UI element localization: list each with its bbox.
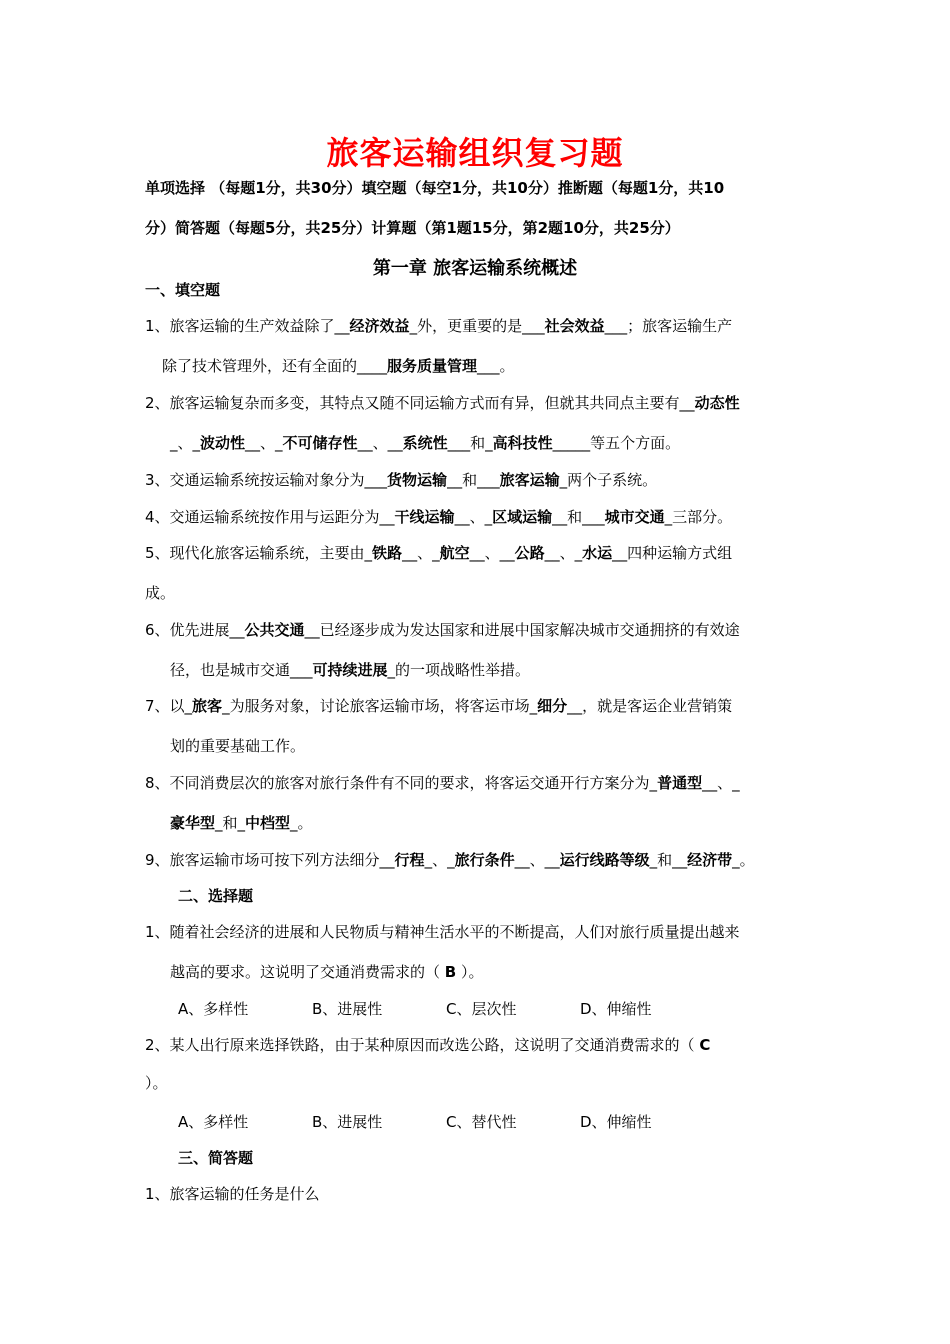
choice-q2-options: [178, 1112, 714, 1132]
choice-q2-option-d: D、伸缩性: [580, 1113, 652, 1131]
fill-q8-line2: 豪华型_和_中档型_。: [170, 814, 313, 832]
fill-q1-line1: 1、旅客运输的生产效益除了__经济效益_外，更重要的是___社会效益___；旅客运输生产: [145, 317, 733, 335]
choice-q1-option-b: B、进展性: [312, 1000, 383, 1018]
choice-section-heading: 二、选择题: [178, 887, 254, 905]
scoring-line-2: 分）简答题（每题5分，共25分）计算题（第1题15分，第2题10分，共25分）: [145, 219, 680, 237]
fill-q7-line2: 划的重要基础工作。: [170, 737, 306, 755]
fill-q7-line1: 7、以_旅客_为服务对象，讨论旅客运输市场，将客运市场_细分__，就是客运企业营销策: [145, 697, 733, 715]
fill-q4: 4、交通运输系统按作用与运距分为__干线运输__、_区域运输__和___城市交通_三部分。: [145, 508, 733, 526]
fill-section-heading: 一、填空题: [145, 281, 221, 299]
fill-q1-line2: 除了技术管理外，还有全面的____服务质量管理___。: [162, 357, 515, 375]
choice-q2-line1: 2、某人出行原来选择铁路，由于某种原因而改选公路，这说明了交通消费需求的（ C: [145, 1036, 711, 1054]
scoring-line-1: 单项选择 （每题1分，共30分）填空题（每空1分，共10分）推断题（每题1分，共10: [145, 179, 725, 197]
choice-q1-option-a: A、多样性: [178, 1000, 249, 1018]
choice-q2-option-b: B、进展性: [312, 1113, 383, 1131]
fill-q2-line1: 2、旅客运输复杂而多变，其特点又随不同运输方式而有异，但就其共同点主要有__动态性: [145, 394, 740, 412]
short-q1: 1、旅客运输的任务是什么: [145, 1185, 320, 1203]
choice-q1-line1: 1、随着社会经济的进展和人民物质与精神生活水平的不断提高，人们对旅行质量提出越来: [145, 923, 740, 941]
fill-q2-line2: _、_波动性__、_不可储存性__、__系统性___和_高科技性_____等五个方面。: [170, 434, 681, 452]
choice-q1-options: [178, 999, 714, 1019]
fill-q3: 3、交通运输系统按运输对象分为___货物运输__和___旅客运输_两个子系统。: [145, 471, 658, 489]
choice-q2-option-a: A、多样性: [178, 1113, 249, 1131]
short-section-heading: 三、简答题: [178, 1149, 254, 1167]
choice-q1-option-c: C、层次性: [446, 1000, 517, 1018]
choice-q1-option-d: D、伸缩性: [580, 1000, 652, 1018]
fill-q9: 9、旅客运输市场可按下列方法细分__行程_、_旅行条件__、__运行线路等级_和__经济带_。: [145, 851, 755, 869]
choice-q1-line2: 越高的要求。这说明了交通消费需求的（ B ）。: [170, 963, 484, 981]
fill-q8-line1: 8、不同消费层次的旅客对旅行条件有不同的要求，将客运交通开行方案分为_普通型__、_: [145, 774, 740, 792]
chapter-heading: 第一章 旅客运输系统概述: [372, 258, 578, 279]
choice-q2-answer: C: [699, 1036, 711, 1054]
fill-q5-line1: 5、现代化旅客运输系统，主要由_铁路__、_航空__、__公路__、_水运__四种运输方式组: [145, 544, 733, 562]
choice-q2-line2: ）。: [145, 1074, 168, 1092]
fill-q6-line2: 径，也是城市交通___可持续进展_的一项战略性举措。: [170, 661, 531, 679]
fill-q6-line1: 6、优先进展__公共交通__已经逐步成为发达国家和进展中国家解决城市交通拥挤的有效途: [145, 621, 740, 639]
document-title: 旅客运输组织复习题: [326, 134, 624, 172]
choice-q2-option-c: C、替代性: [446, 1113, 517, 1131]
choice-q1-answer: B: [444, 963, 457, 981]
fill-q5-line2: 成。: [145, 584, 176, 602]
